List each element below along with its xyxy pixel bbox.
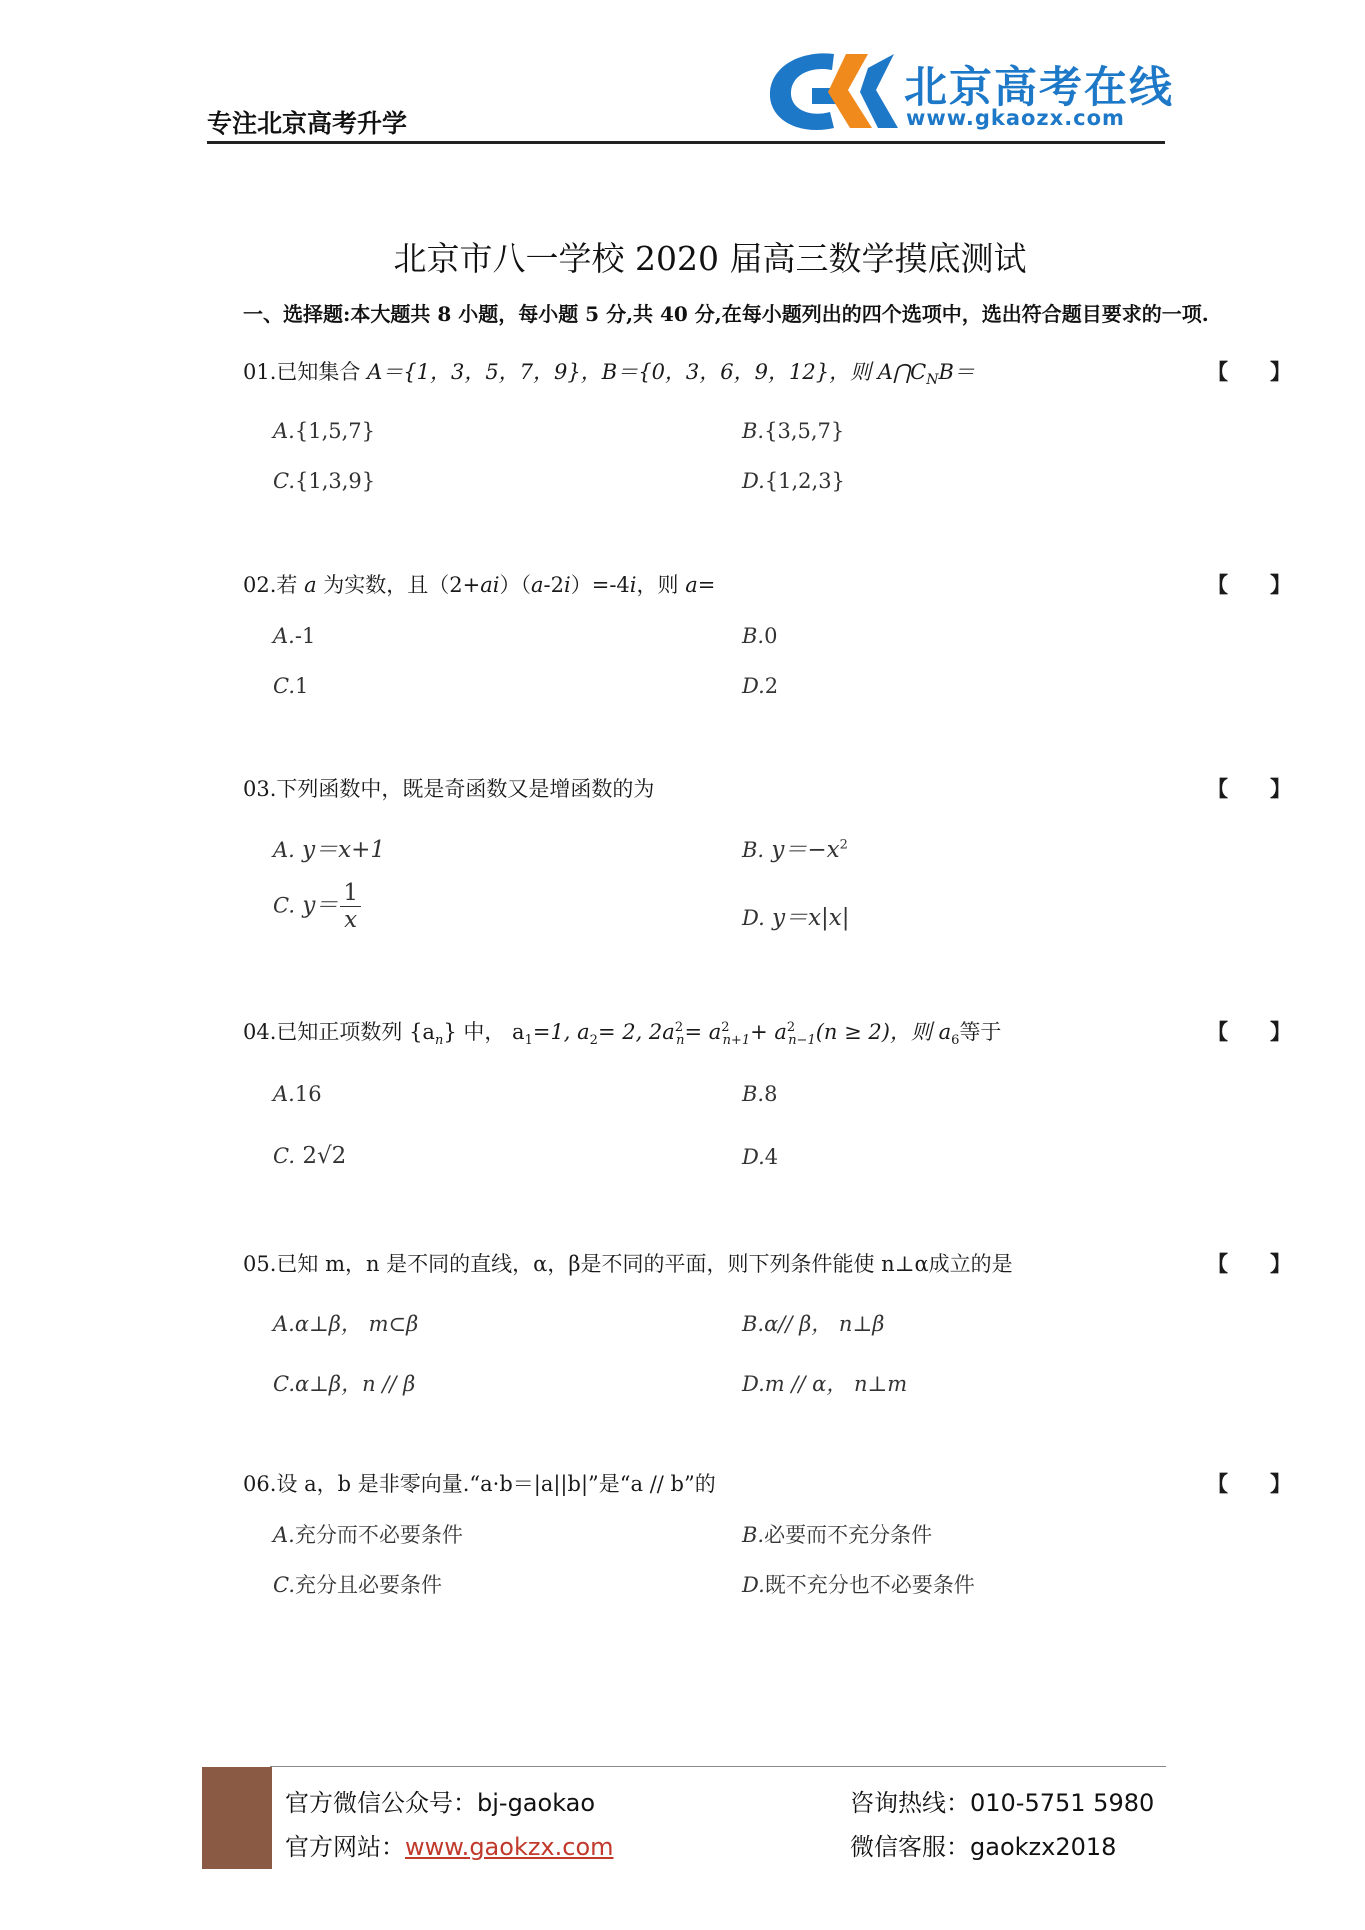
question-5-answer-bracket[interactable]: 【 】 (1207, 1251, 1291, 1276)
brand-name: 北京高考在线 (904, 63, 1174, 113)
option-text: 2 (764, 674, 779, 698)
option-text: 必要而不充分条件 (764, 1523, 933, 1547)
q6-option-b (742, 1519, 932, 1549)
gk-logo-icon (764, 48, 900, 136)
q2-text: ，则 (636, 573, 686, 597)
option-superscript: 2 (839, 837, 848, 853)
q6-option-a (273, 1519, 463, 1549)
q2-var: a (531, 573, 544, 597)
option-text: α// β， n⊥β (764, 1312, 885, 1336)
q1-option-d (742, 469, 845, 493)
option-letter: D. (742, 1145, 765, 1169)
q2-option-c (273, 674, 308, 698)
option-text: m // α， n⊥m (764, 1372, 908, 1396)
question-2-stem (243, 569, 715, 599)
option-text: 16 (294, 1082, 322, 1106)
fraction-numerator: 1 (340, 880, 361, 907)
q1-set-a: A＝{1，3，5，7，9}， (367, 360, 602, 384)
q5-option-b (742, 1308, 884, 1338)
header-tagline: 专注北京高考升学 (207, 109, 408, 138)
footer-website (285, 1827, 614, 1862)
footer-label: 官方微信公众号： (285, 1789, 477, 1817)
q3-option-b (742, 831, 848, 864)
option-letter: C. (273, 1144, 295, 1168)
option-letter: C. (273, 674, 295, 698)
q2-text: 02.若 (243, 573, 305, 597)
q4-formula: + a (750, 1020, 787, 1044)
q4-formula: = 2, 2a (597, 1020, 675, 1044)
option-text: 充分而不必要条件 (294, 1523, 463, 1547)
option-letter: A. (273, 419, 295, 443)
option-letter: C. (273, 1372, 295, 1396)
option-text: {1,3,9} (295, 469, 376, 493)
q4-text: 04.已知正项数列 {a (243, 1020, 435, 1044)
option-letter: A. (273, 1523, 295, 1547)
option-letter: D. (742, 1372, 765, 1396)
q4-option-d (742, 1145, 778, 1169)
q1-option-c (273, 469, 375, 493)
q1-set-b: B＝{0，3，6，9，12}， (601, 360, 851, 384)
option-text: 8 (764, 1082, 778, 1106)
header-divider (207, 141, 1165, 144)
q2-text: = (697, 573, 716, 597)
q1-stem-prefix: 01.已知集合 (243, 360, 368, 384)
q2-var: ai (480, 573, 500, 597)
section-heading: 一、选择题:本大题共 8 小题，每小题 5 分,共 40 分,在每小题列出的四个选项中，选出符合题目要求的一项. (243, 302, 1209, 326)
q4-option-b (742, 1082, 777, 1106)
q4-formula: (n ≥ 2)，则 a (815, 1020, 952, 1044)
option-text: 2√2 (302, 1143, 347, 1169)
q2-var: i (564, 573, 571, 597)
q3-option-d (742, 899, 850, 932)
q4-text: 等于 (959, 1020, 1002, 1044)
question-3-stem: 03.下列函数中，既是奇函数又是增函数的为 (243, 777, 655, 801)
option-letter: D. (742, 1573, 765, 1597)
q4-formula: = a (684, 1020, 722, 1044)
question-1-answer-bracket[interactable]: 【 】 (1207, 359, 1291, 384)
q3-fraction (340, 880, 361, 933)
option-text: {1,2,3} (764, 469, 845, 493)
q1-option-a (273, 419, 375, 443)
q2-var: a (685, 573, 698, 597)
q2-option-d (742, 674, 778, 698)
q2-var: a (304, 573, 317, 597)
option-letter: B. (742, 838, 765, 862)
option-text: 0 (764, 624, 778, 648)
q4-formula: =1, a (532, 1020, 590, 1044)
option-letter: A. (273, 1082, 295, 1106)
option-text: -1 (294, 624, 316, 648)
option-letter: D. (742, 674, 765, 698)
question-1-stem (243, 356, 975, 388)
question-2-answer-bracket[interactable]: 【 】 (1207, 572, 1291, 597)
footer-color-block (202, 1767, 272, 1869)
q4-text: } 中， a (443, 1020, 525, 1044)
footer-label: 咨询热线： (850, 1789, 970, 1817)
option-letter: C. (273, 893, 295, 918)
option-letter: A. (273, 1312, 295, 1336)
q1-stem-end: B＝ (938, 360, 975, 384)
option-text: y＝x|x| (772, 905, 850, 931)
q5-option-a (273, 1308, 418, 1338)
footer-value: bj-gaokao (477, 1789, 596, 1817)
option-text: 既不充分也不必要条件 (764, 1573, 975, 1597)
option-letter: B. (742, 1312, 765, 1336)
q3-option-c (273, 880, 361, 933)
option-letter: B. (742, 1523, 765, 1547)
footer-label: 微信客服： (850, 1833, 970, 1861)
q2-text: ）=-4 (570, 573, 630, 597)
question-3-answer-bracket[interactable]: 【 】 (1207, 776, 1291, 801)
footer-value: gaokzx2018 (970, 1833, 1117, 1861)
option-text: {3,5,7} (764, 419, 845, 443)
option-letter: B. (742, 1082, 765, 1106)
option-text: α⊥β，n // β (295, 1372, 416, 1396)
option-letter: B. (742, 624, 765, 648)
fraction-denominator: x (344, 907, 358, 933)
q1-option-b (742, 419, 844, 443)
q2-text: ）（ (499, 573, 531, 597)
option-letter: C. (273, 1573, 295, 1597)
option-text: 1 (295, 674, 309, 698)
q1-stem-suffix: 则 A⋂C (850, 360, 927, 384)
option-text: 4 (764, 1145, 779, 1169)
question-5-stem: 05.已知 m，n 是不同的直线，α，β是不同的平面，则下列条件能使 n⊥α成立的是 (243, 1252, 1013, 1276)
option-text: {1,5,7} (294, 419, 375, 443)
footer-service (850, 1827, 1116, 1862)
q2-option-a (273, 624, 315, 648)
q4-option-c (273, 1143, 346, 1169)
q2-text: 为实数，且（2+ (316, 573, 481, 597)
option-text: y＝−x (771, 837, 840, 863)
question-6-stem: 06.设 a，b 是非零向量.“a·b＝|a||b|”是“a // b”的 (243, 1472, 716, 1496)
question-4-answer-bracket[interactable]: 【 】 (1207, 1019, 1291, 1044)
option-letter: B. (742, 419, 765, 443)
q3-option-a (273, 831, 385, 864)
q5-option-d (742, 1368, 907, 1398)
footer-website-link[interactable]: www.gaokzx.com (405, 1833, 614, 1861)
q5-option-c (273, 1368, 415, 1398)
option-text: y＝ (302, 892, 339, 919)
q2-var: i (629, 573, 637, 597)
q6-option-c (273, 1569, 442, 1599)
footer-hotline (850, 1783, 1154, 1818)
brand-url[interactable]: www.gkaozx.com (906, 106, 1125, 130)
footer-wechat (285, 1783, 595, 1818)
q2-text: -2 (543, 573, 564, 597)
q4-subscript: n (434, 1033, 444, 1049)
option-text: y＝x+1 (302, 837, 386, 863)
option-text: 充分且必要条件 (295, 1573, 442, 1597)
q6-option-d (742, 1569, 975, 1599)
footer-label: 官方网站： (285, 1833, 405, 1861)
page-title: 北京市八一学校 2020 届高三数学摸底测试 (393, 239, 1027, 278)
q2-option-b (742, 624, 777, 648)
option-letter: D. (742, 469, 765, 493)
footer-divider (270, 1766, 1166, 1767)
option-letter: C. (273, 469, 295, 493)
q1-subscript: N (926, 372, 939, 389)
question-6-answer-bracket[interactable]: 【 】 (1207, 1471, 1291, 1496)
question-4-stem: 04.已知正项数列 $\{a_n\}$ 中， $a_1=1$, $a_2= 2$, $2a^2_n= a^2_{n+1}+ a^2_{n-1}(n \ge 2)$，则 $a_6$等于 (243, 1020, 1002, 1049)
option-text: α⊥β， m⊂β (294, 1312, 419, 1336)
q4-option-a (273, 1082, 322, 1106)
footer-value: 010-5751 5980 (970, 1789, 1155, 1817)
option-letter: D. (742, 906, 765, 930)
option-letter: A. (273, 838, 295, 862)
option-letter: A. (273, 624, 295, 648)
